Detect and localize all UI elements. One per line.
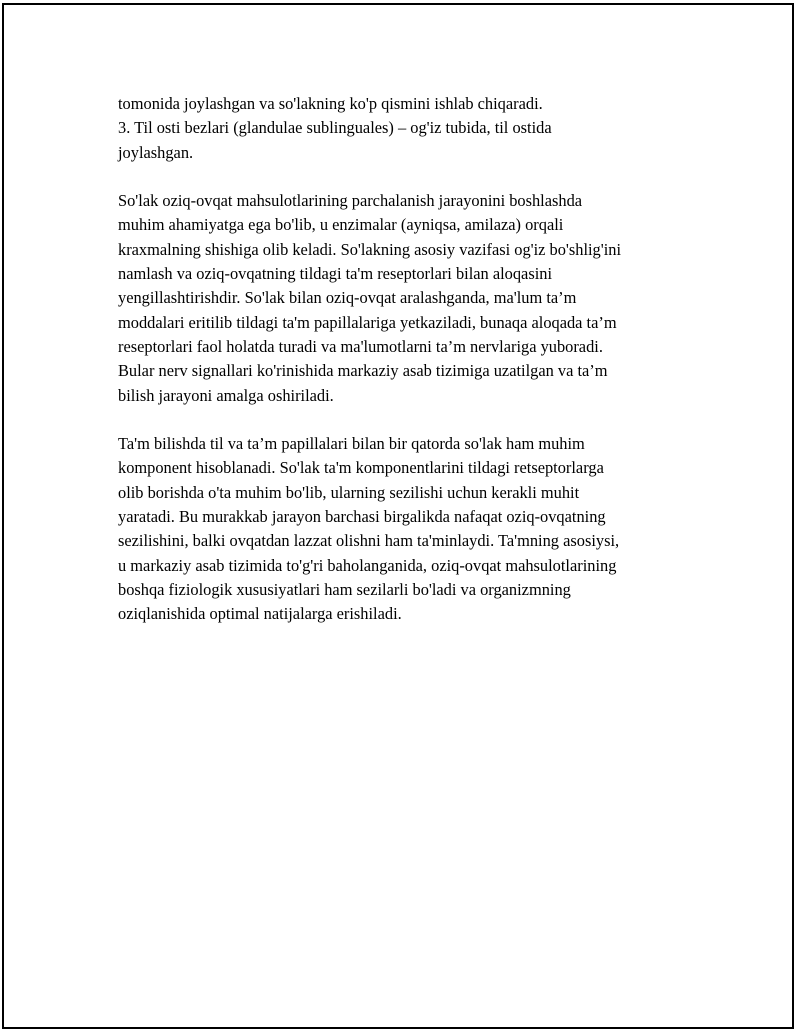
text-line: u markaziy asab tizimida to'g'ri baholanganida, oziq-ovqat mahsulotlarining — [118, 555, 617, 575]
text-line: Ta'm bilishda til va ta’m papillalari bilan bir qatorda so'lak ham muhim — [118, 434, 585, 454]
paragraph-spacer — [118, 165, 698, 189]
paragraph-taste-perception — [118, 432, 698, 626]
text-line: joylashgan. — [118, 142, 194, 162]
text-line: yengillashtirishdir. So'lak bilan oziq-ovqat aralashganda, ma'lum ta’m — [118, 288, 577, 308]
text-line: oziqlanishida optimal natijalarga erishiladi. — [118, 604, 402, 624]
text-line: bilish jarayoni amalga oshiriladi. — [118, 385, 334, 405]
paragraph-saliva-role — [118, 189, 698, 408]
text-line: boshqa fiziologik xususiyatlari ham sezilarli bo'ladi va organizmning — [118, 579, 571, 599]
text-line: Bular nerv signallari ko'rinishida markaziy asab tizimiga uzatilgan va ta’m — [118, 361, 608, 381]
text-line: muhim ahamiyatga ega bo'lib, u enzimalar (ayniqsa, amilaza) orqali — [118, 215, 564, 235]
text-line: yaratadi. Bu murakkab jarayon barchasi birgalikda nafaqat oziq-ovqatning — [118, 507, 606, 527]
text-line: reseptorlari faol holatda turadi va ma'lumotlarni ta’m nervlariga yuboradi. — [118, 336, 603, 356]
text-line: olib borishda o'ta muhim bo'lib, ularning sezilishi uchun kerakli muhit — [118, 482, 580, 502]
text-line: moddalari eritilib tildagi ta'm papillalariga yetkaziladi, bunaqa aloqada ta’m — [118, 312, 617, 332]
paragraph-continuation — [118, 92, 698, 165]
text-line: tomonida joylashgan va so'lakning ko'p qismini ishlab chiqaradi. — [118, 94, 543, 113]
page-body — [118, 92, 698, 627]
text-line: 3. Til osti bezlari (glandulae sublinguales) – og'iz tubida, til ostida — [118, 118, 552, 138]
text-line: komponent hisoblanadi. So'lak ta'm komponentlarini tildagi retseptorlarga — [118, 458, 604, 478]
paragraph-spacer — [118, 408, 698, 432]
text-line: So'lak oziq-ovqat mahsulotlarining parchalanish jarayonini boshlashda — [118, 191, 583, 211]
text-line: namlash va oziq-ovqatning tildagi ta'm reseptorlari bilan aloqasini — [118, 264, 552, 284]
text-line: sezilishini, balki ovqatdan lazzat olishni ham ta'minlaydi. Ta'mning asosiysi, — [118, 531, 620, 551]
text-line: kraxmalning shishiga olib keladi. So'lakning asosiy vazifasi og'iz bo'shlig'ini — [118, 239, 622, 259]
